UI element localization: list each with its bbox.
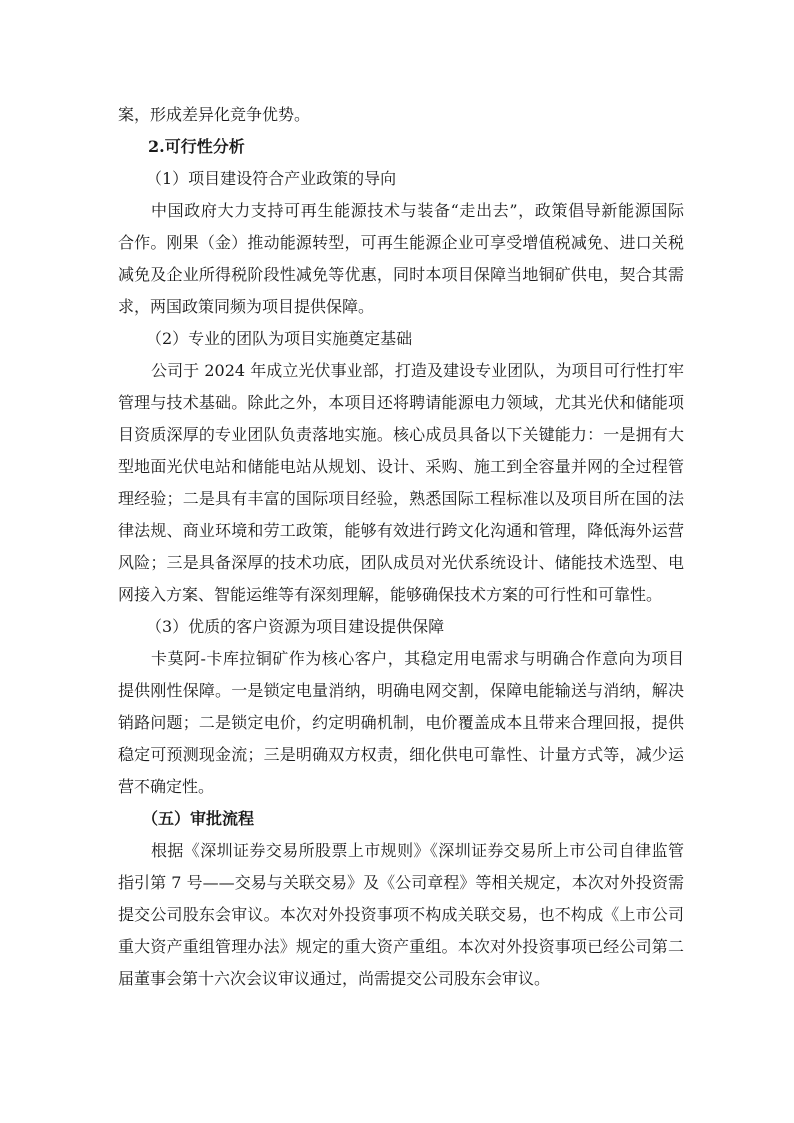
section-heading — [118, 611, 684, 643]
text-line: 指引第 7 号——交易与关联交易》及《公司章程》等相关规定，本次对外投资需 — [118, 873, 684, 892]
text-line: 稳定可预测现金流；三是明确双方权责，细化供电可靠性、计量方式等，减少运 — [118, 745, 684, 764]
section-heading — [118, 803, 684, 835]
paragraph — [118, 643, 684, 803]
text-line: （1）项目建设符合产业政策的导向 — [146, 169, 397, 188]
text-line: （3）优质的客户资源为项目建设提供保障 — [146, 617, 445, 636]
text-line: 合作。刚果（金）推动能源转型，可再生能源企业可享受增值税减免、进口关税 — [118, 233, 684, 252]
text-line: 求，两国政策同频为项目提供保障。 — [118, 297, 375, 316]
text-line: 销路问题；二是锁定电价，约定明确机制，电价覆盖成本且带来合理回报，提供 — [118, 713, 684, 732]
text-line: 提交公司股东会审议。本次对外投资事项不构成关联交易，也不构成《上市公司 — [118, 905, 684, 924]
section-heading — [118, 163, 684, 195]
text-line: 营不确定性。 — [118, 777, 215, 796]
paragraph — [118, 355, 684, 611]
text-line: 减免及企业所得税阶段性减免等优惠，同时本项目保障当地铜矿供电，契合其需 — [118, 265, 684, 284]
paragraph — [118, 99, 684, 131]
text-line: 风险；三是具备深厚的技术功底，团队成员对光伏系统设计、储能技术选型、电 — [118, 553, 684, 572]
text-line: （2）专业的团队为项目实施奠定基础 — [146, 329, 413, 348]
text-line: （五）审批流程 — [142, 809, 255, 828]
section-heading — [118, 131, 684, 163]
text-line: 理经验；二是具有丰富的国际项目经验，熟悉国际工程标准以及项目所在国的法 — [118, 489, 684, 508]
text-line: 网接入方案、智能运维等有深刻理解，能够确保技术方案的可行性和可靠性。 — [118, 585, 663, 604]
paragraph — [118, 195, 684, 323]
paragraph — [118, 835, 684, 995]
text-line: 型地面光伏电站和储能电站从规划、设计、采购、施工到全容量并网的全过程管 — [118, 457, 684, 476]
text-line: 重大资产重组管理办法》规定的重大资产重组。本次对外投资事项已经公司第二 — [118, 937, 684, 956]
text-line: 管理与技术基础。除此之外，本项目还将聘请能源电力领域，尤其光伏和储能项 — [118, 393, 684, 412]
text-line: 目资质深厚的专业团队负责落地实施。核心成员具备以下关键能力：一是拥有大 — [118, 425, 684, 444]
section-heading — [118, 323, 684, 355]
text-line: 提供刚性保障。一是锁定电量消纳，明确电网交割，保障电能输送与消纳，解决 — [118, 681, 684, 700]
text-line: 根据《深圳证券交易所股票上市规则》《深圳证券交易所上市公司自律监管 — [151, 841, 684, 860]
text-line: 届董事会第十六次会议审议通过，尚需提交公司股东会审议。 — [118, 969, 551, 988]
text-line: 律法规、商业环境和劳工政策，能够有效进行跨文化沟通和管理，降低海外运营 — [118, 521, 684, 540]
text-line: 中国政府大力支持可再生能源技术与装备“走出去”，政策倡导新能源国际 — [151, 201, 684, 220]
text-line: 公司于 2024 年成立光伏事业部，打造及建设专业团队，为项目可行性打牢 — [151, 361, 684, 380]
document-body — [118, 99, 684, 995]
text-line: 2.可行性分析 — [148, 137, 245, 156]
text-line: 案，形成差异化竞争优势。 — [118, 105, 311, 124]
text-line: 卡莫阿-卡库拉铜矿作为核心客户，其稳定用电需求与明确合作意向为项目 — [151, 649, 684, 668]
